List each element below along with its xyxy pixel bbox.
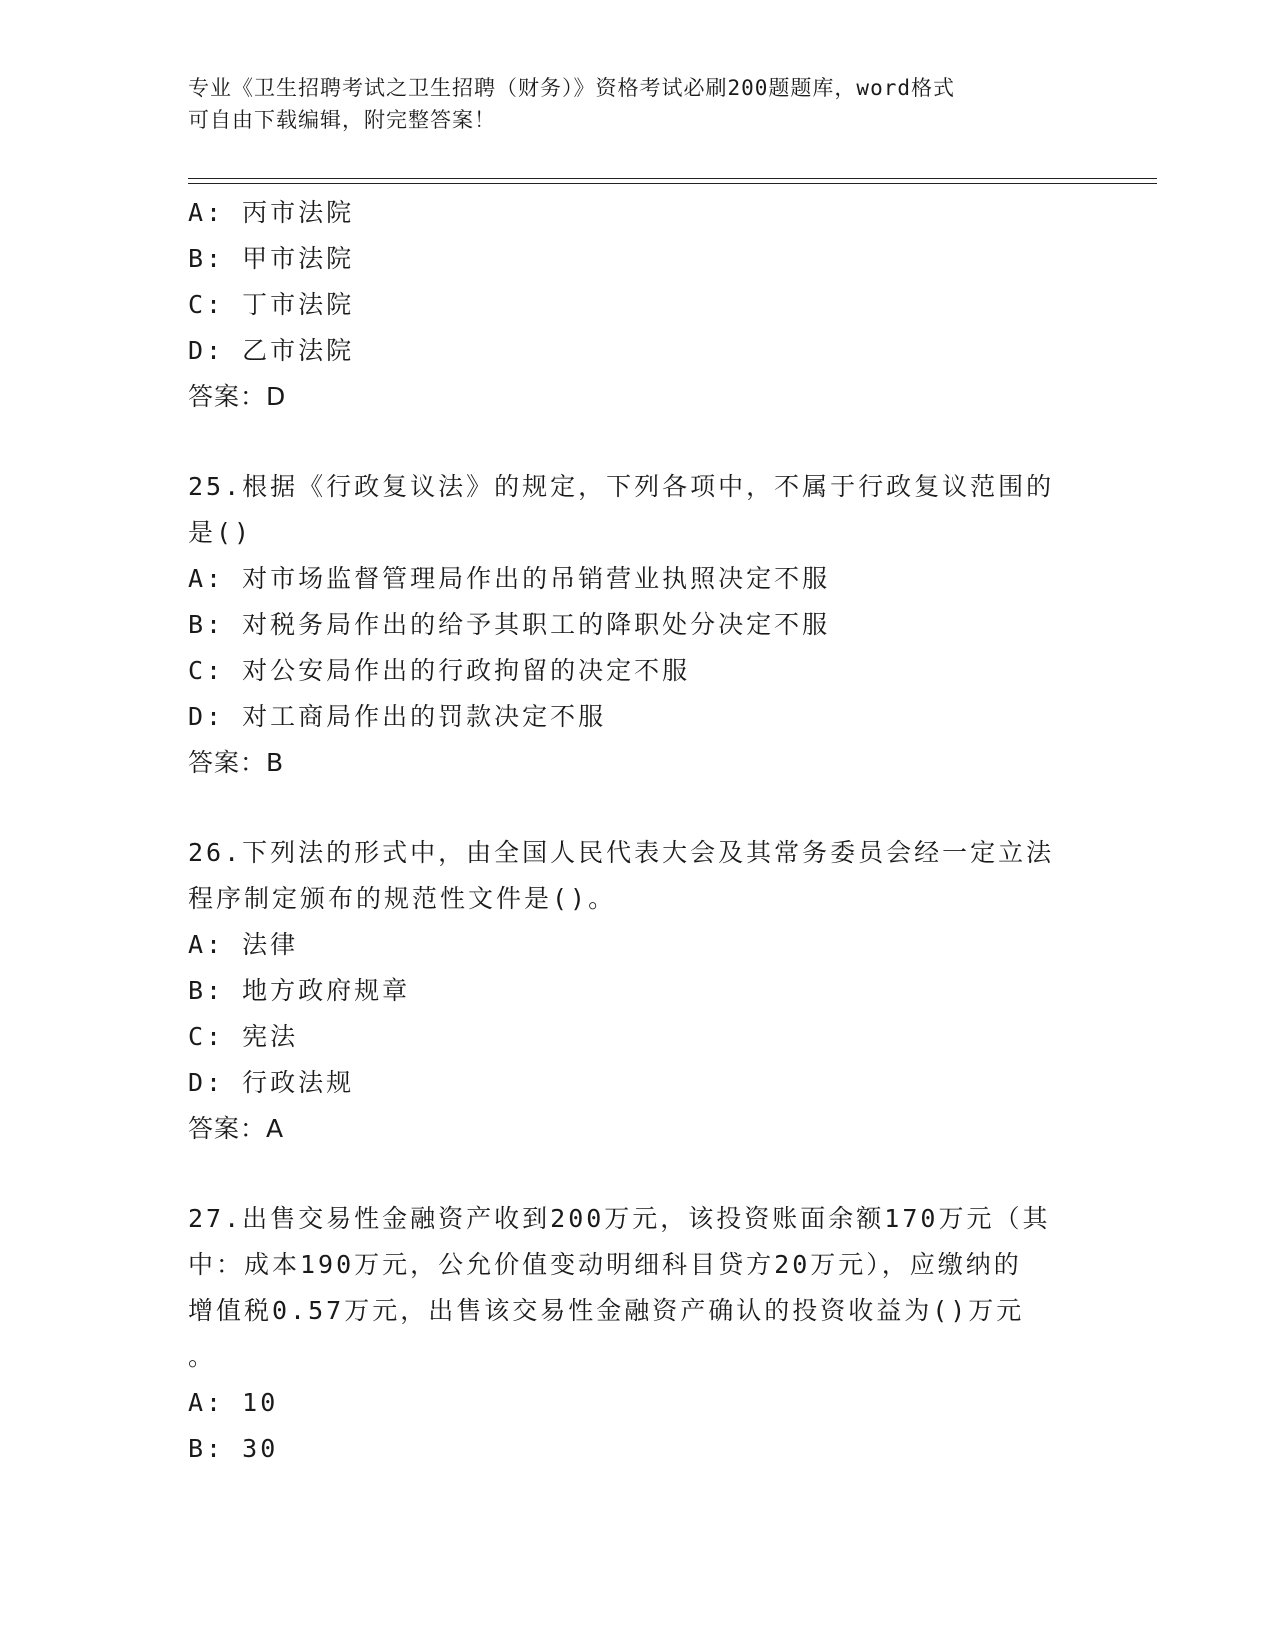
question-stem-line: 是() <box>188 518 253 547</box>
question-block-partial <box>188 190 1088 420</box>
answer-label: 答案：B <box>188 748 285 777</box>
question-stem-line: 中：成本190万元，公允价值变动明细科目贷方20万元），应缴纳的 <box>188 1250 1022 1279</box>
option-a: A: 10 <box>188 1388 279 1417</box>
header-divider-top <box>188 178 1157 179</box>
question-block-26 <box>188 830 1088 1152</box>
question-stem-line: 27.出售交易性金融资产收到200万元，该投资账面余额170万元（其 <box>188 1204 1051 1233</box>
option-b: B: 30 <box>188 1434 279 1463</box>
answer-label: 答案：D <box>188 382 287 411</box>
document-header <box>188 72 1068 136</box>
question-block-25 <box>188 464 1088 786</box>
option-a: A: 法律 <box>188 930 299 959</box>
question-stem-line: 程序制定颁布的规范性文件是()。 <box>188 884 617 913</box>
question-stem-line: 26.下列法的形式中，由全国人民代表大会及其常务委员会经一定立法 <box>188 838 1055 867</box>
header-line-2: 可自由下载编辑，附完整答案！ <box>188 108 496 132</box>
option-b: B: 甲市法院 <box>188 244 355 273</box>
answer-label: 答案：A <box>188 1114 285 1143</box>
option-c: C: 丁市法院 <box>188 290 355 319</box>
question-stem-line: 。 <box>188 1342 217 1371</box>
question-stem-line: 增值税0.57万元，出售该交易性金融资产确认的投资收益为()万元 <box>188 1296 1025 1325</box>
option-d: D: 对工商局作出的罚款决定不服 <box>188 702 607 731</box>
option-b: B: 地方政府规章 <box>188 976 411 1005</box>
option-a: A: 对市场监督管理局作出的吊销营业执照决定不服 <box>188 564 831 593</box>
option-a: A: 丙市法院 <box>188 198 355 227</box>
header-line-1: 专业《卫生招聘考试之卫生招聘（财务）》资格考试必刷200题题库，word格式 <box>188 76 955 100</box>
question-block-27 <box>188 1196 1088 1472</box>
option-c: C: 宪法 <box>188 1022 299 1051</box>
option-d: D: 行政法规 <box>188 1068 355 1097</box>
option-d: D: 乙市法院 <box>188 336 355 365</box>
question-stem-line: 25.根据《行政复议法》的规定，下列各项中，不属于行政复议范围的 <box>188 472 1055 501</box>
option-c: C: 对公安局作出的行政拘留的决定不服 <box>188 656 691 685</box>
option-b: B: 对税务局作出的给予其职工的降职处分决定不服 <box>188 610 831 639</box>
question-list <box>188 190 1088 1472</box>
header-divider-bottom <box>188 183 1157 184</box>
